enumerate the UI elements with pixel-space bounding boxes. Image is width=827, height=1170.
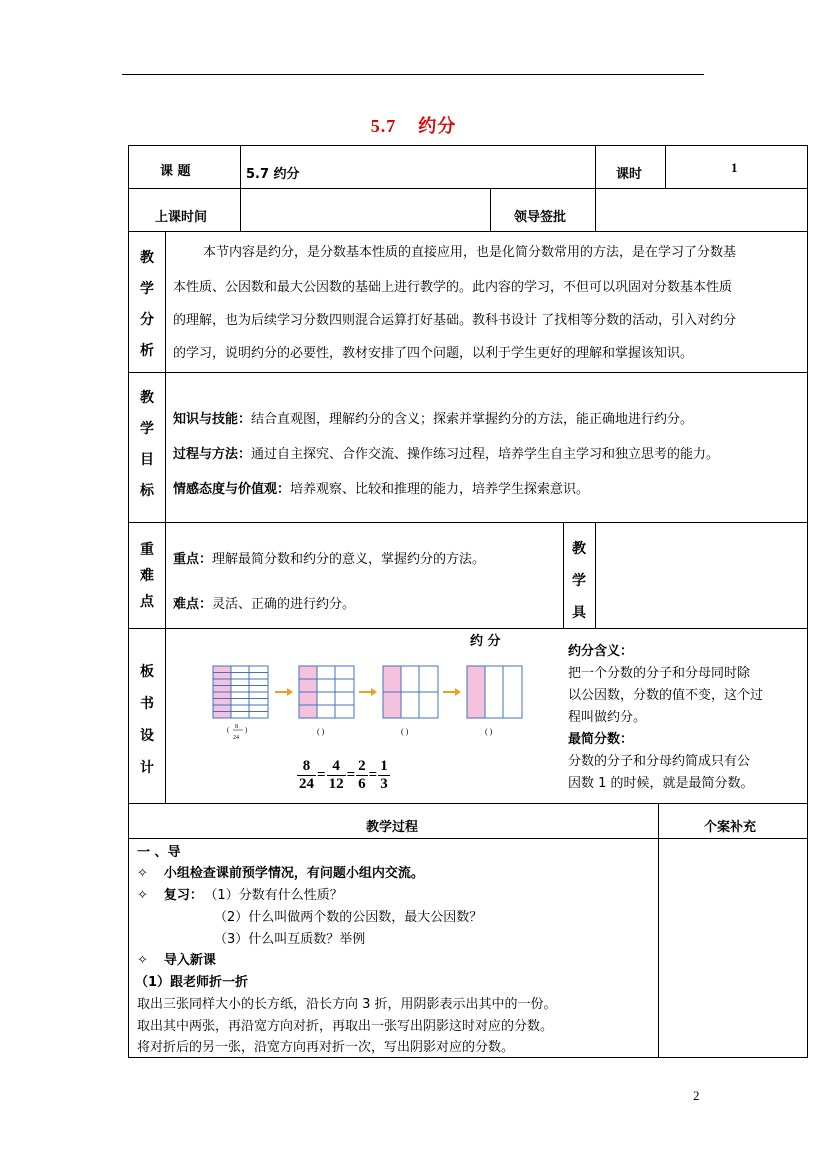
topic-label: 课 题 — [160, 164, 191, 179]
page-number: 2 — [693, 1088, 700, 1103]
supplement-field[interactable] — [659, 839, 806, 1056]
def-reduction-title: 约分含义： — [568, 644, 634, 659]
leader-approval-label: 领导签批 — [514, 210, 567, 225]
caption-blank: ( ) — [485, 727, 493, 736]
def-simplest-title: 最简分数： — [568, 732, 634, 747]
caption-blank: ( ) — [401, 727, 409, 736]
arrow-icon — [443, 688, 461, 696]
period-value: 1 — [731, 160, 738, 175]
teaching-tools-field[interactable] — [596, 523, 806, 627]
document-title — [0, 112, 827, 138]
leader-approval-field[interactable] — [596, 189, 806, 230]
top-rule — [122, 74, 704, 75]
goal-attitude: 情感态度与价值观：培养观察、比较和推理的能力，培养学生探索意识。 — [173, 482, 590, 497]
tools-label: 教 学 具 — [572, 541, 586, 621]
goals-label: 教 学 目 标 — [140, 390, 154, 499]
period-label: 课时 — [616, 167, 643, 182]
class-time-label: 上课时间 — [155, 210, 208, 225]
svg-text:24: 24 — [233, 735, 239, 741]
rectangle-quarters — [299, 666, 354, 718]
difficult-point: 难点：灵活、正确的进行约分。 — [173, 597, 356, 612]
class-time-field[interactable] — [241, 189, 489, 230]
fraction: $\frac{1}{3}$ — [380, 758, 388, 792]
fraction: $\frac{2}{6}$ — [358, 758, 366, 792]
title-name: 约分 — [418, 116, 457, 137]
keypoints-label: 重 难 点 — [140, 542, 154, 610]
fraction: $\frac{4}{12}$ — [328, 758, 344, 792]
svg-text:8: 8 — [235, 724, 238, 730]
rectangle-eighths — [213, 666, 268, 718]
caption-first: ( — [227, 726, 230, 734]
title-number: 5.7 — [370, 116, 397, 136]
svg-text:): ) — [245, 726, 248, 734]
fraction-chain: $\frac{8}{24}$ = $\frac{4}{12}$ = $\frac{2}{6}$ = $\frac{1}{3}$ — [299, 758, 388, 792]
rectangle-thirds — [467, 666, 522, 718]
rectangle-halves — [383, 666, 438, 718]
board-heading: 约 分 — [470, 634, 501, 649]
supplement-header: 个案补充 — [704, 820, 757, 835]
goal-knowledge: 知识与技能：结合直观图，理解约分的含义；探索并掌握约分的方法，能正确地进行约分。 — [173, 412, 694, 427]
fraction: $\frac{8}{24}$ — [299, 758, 314, 792]
goal-process: 过程与方法：通过自主探究、合作交流、操作练习过程，培养学生自主学习和独立思考的能力。 — [173, 447, 720, 462]
arrow-icon — [275, 688, 293, 696]
caption-blank: ( ) — [317, 727, 325, 736]
board-label: 板 书 设 计 — [140, 664, 154, 776]
topic-value: 5.7 约分 — [246, 167, 300, 182]
analysis-label: 教 学 分 析 — [140, 250, 154, 359]
diamond-bullet-icon: ✧ — [137, 953, 148, 968]
diamond-bullet-icon: ✧ — [137, 866, 148, 881]
arrow-icon — [359, 688, 377, 696]
fraction-diagram — [205, 660, 535, 746]
diamond-bullet-icon: ✧ — [137, 888, 148, 903]
key-point: 重点：理解最简分数和约分的意义，掌握约分的方法。 — [173, 552, 486, 567]
process-header: 教学过程 — [366, 820, 419, 835]
